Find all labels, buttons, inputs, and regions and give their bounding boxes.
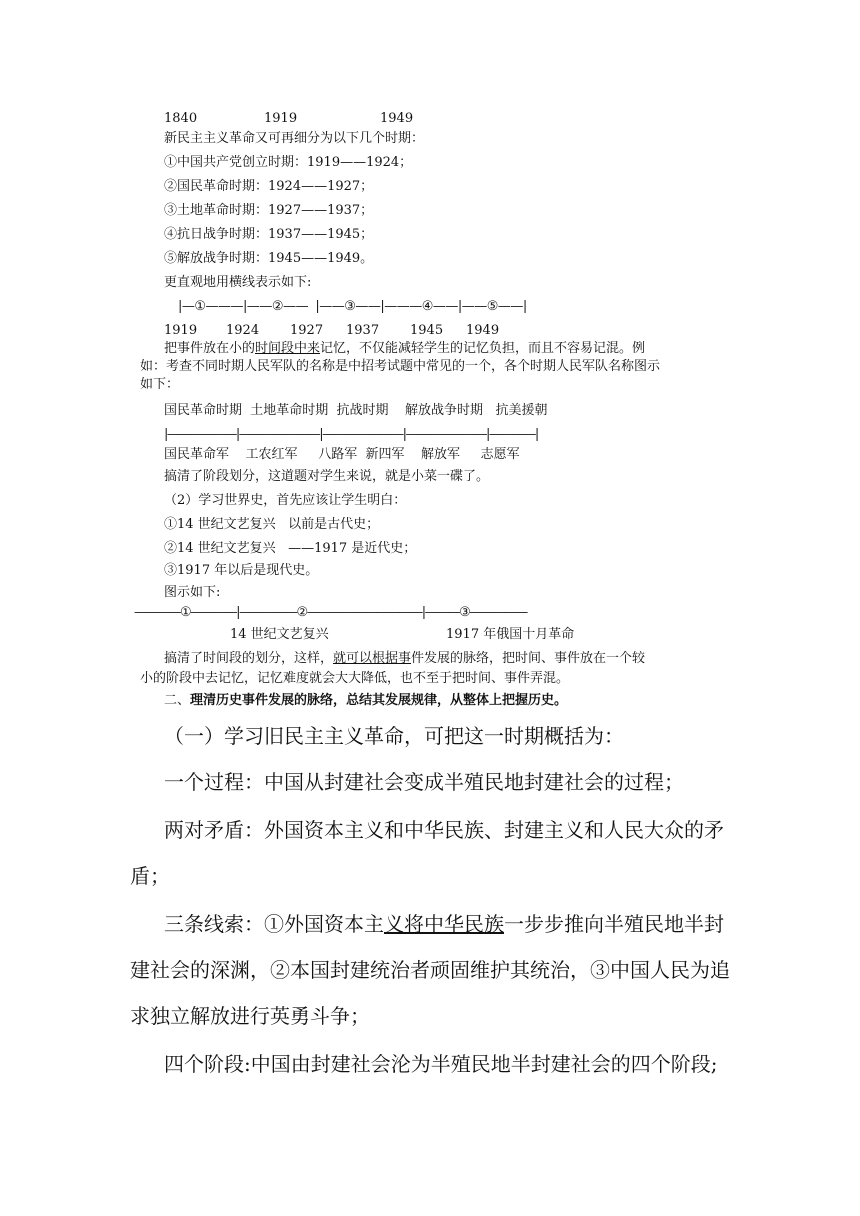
army-periods-row: 国民革命时期 土地革命时期 抗战时期 解放战争时期 抗美援朝: [164, 403, 548, 418]
year-1949: 1949: [380, 111, 414, 126]
text-run: 把事件放在小的: [164, 341, 256, 356]
summary-paragraph-line: 小的阶段中去记忆，记忆难度就会大大降低，也不至于把时间、事件弄混。: [140, 671, 570, 686]
period-item: ④抗日战争时期：1937——1945；: [164, 227, 374, 242]
two-contradictions-line: 两对矛盾：外国资本主义和中华民族、封建主义和人民大众的矛: [164, 818, 724, 842]
army-conclusion: 搞清了阶段划分，这道题对学生来说，就是小菜一碟了。: [164, 469, 490, 484]
timeline-year: 1945: [410, 323, 444, 338]
year-1840: 1840: [164, 111, 198, 126]
underlined-text: 义将中华民族: [384, 912, 504, 936]
world-history-item: ②14 世纪文艺复兴 ——1917 是近代史；: [164, 541, 417, 556]
timeline-year: 1949: [466, 323, 500, 338]
heading-prefix: 二、: [164, 693, 191, 708]
timeline-year: 1924: [226, 323, 260, 338]
one-process: 一个过程：中国从封建社会变成半殖民地封建社会的过程；: [164, 770, 684, 794]
timeline-year: 1927: [290, 323, 324, 338]
timeline-label-renaissance: 14 世纪文艺复兴: [230, 627, 329, 642]
underlined-text: 时间段中来: [255, 341, 321, 356]
year-1919: 1919: [264, 111, 298, 126]
world-timeline: ————①————|—————②——————————|———③—————: [134, 605, 527, 620]
memory-paragraph-line: 如：考查不同时期人民军队的名称是中招考试题中常见的一个，各个时期人民军队名称图示: [140, 359, 661, 374]
text-run: 搞清了时间段的划分，这样，: [164, 651, 334, 666]
timeline-intro: 更直观地用横线表示如下:: [164, 275, 312, 290]
period-timeline: |—①———|——②—— |——③——|———④——|——⑤——|: [178, 299, 527, 314]
diagram-label: 图示如下:: [164, 585, 221, 600]
memory-paragraph-line: [164, 340, 645, 358]
text-run: 件发展的脉络，把时间、事件放在一个较: [411, 651, 646, 666]
world-history-item: ③1917 年以后是现代史。: [164, 563, 319, 578]
army-names-row: 国民革命军 工农红军 八路军 新四军 解放军 志愿军: [164, 447, 520, 462]
timeline-label-october-revolution: 1917 年俄国十月革命: [446, 627, 575, 642]
text-run: 三条线索：①外国资本主: [164, 912, 384, 936]
period-item: ③土地革命时期：1927——1937；: [164, 203, 374, 218]
period-item: ⑤解放战争时期：1945——1949。: [164, 251, 374, 266]
heading-text: 理清历史事件发展的脉络，总结其发展规律，从整体上把握历史。: [190, 693, 568, 708]
three-clues-line: 求独立解放进行英勇斗争；: [130, 1004, 370, 1028]
subsection-title: （一）学习旧民主主义革命，可把这一时期概括为：: [164, 724, 624, 748]
period-item: ②国民革命时期：1924——1927；: [164, 179, 374, 194]
two-contradictions-line: 盾；: [130, 864, 170, 888]
new-democratic-intro: 新民主主义革命又可再细分为以下几个时期：: [164, 131, 425, 146]
underlined-text: 就可以根据事: [333, 651, 412, 666]
memory-paragraph-line: 如下：: [140, 377, 180, 392]
timeline-year: 1919: [164, 323, 198, 338]
army-rule-row: |——————|———————|———————|———————|————|: [164, 427, 538, 442]
text-run: 记忆，不仅能减轻学生的记忆负担，而且不容易记混。例: [320, 341, 646, 356]
timeline-year: 1937: [346, 323, 380, 338]
summary-paragraph-line: [164, 650, 645, 668]
world-history-intro: （2）学习世界史，首先应该让学生明白：: [164, 493, 407, 508]
three-clues-line: [164, 910, 724, 938]
world-history-item: ①14 世纪文艺复兴 以前是古代史；: [164, 517, 380, 532]
section-heading: [164, 692, 567, 710]
four-stages: 四个阶段:中国由封建社会沦为半殖民地半封建社会的四个阶段;: [164, 1052, 718, 1076]
three-clues-line: 建社会的深渊，②本国封建统治者顽固维护其统治，③中国人民为追: [130, 958, 730, 982]
text-run: 一步步推向半殖民地半封: [504, 912, 724, 936]
period-item: ①中国共产党创立时期：1919——1924；: [164, 155, 413, 170]
